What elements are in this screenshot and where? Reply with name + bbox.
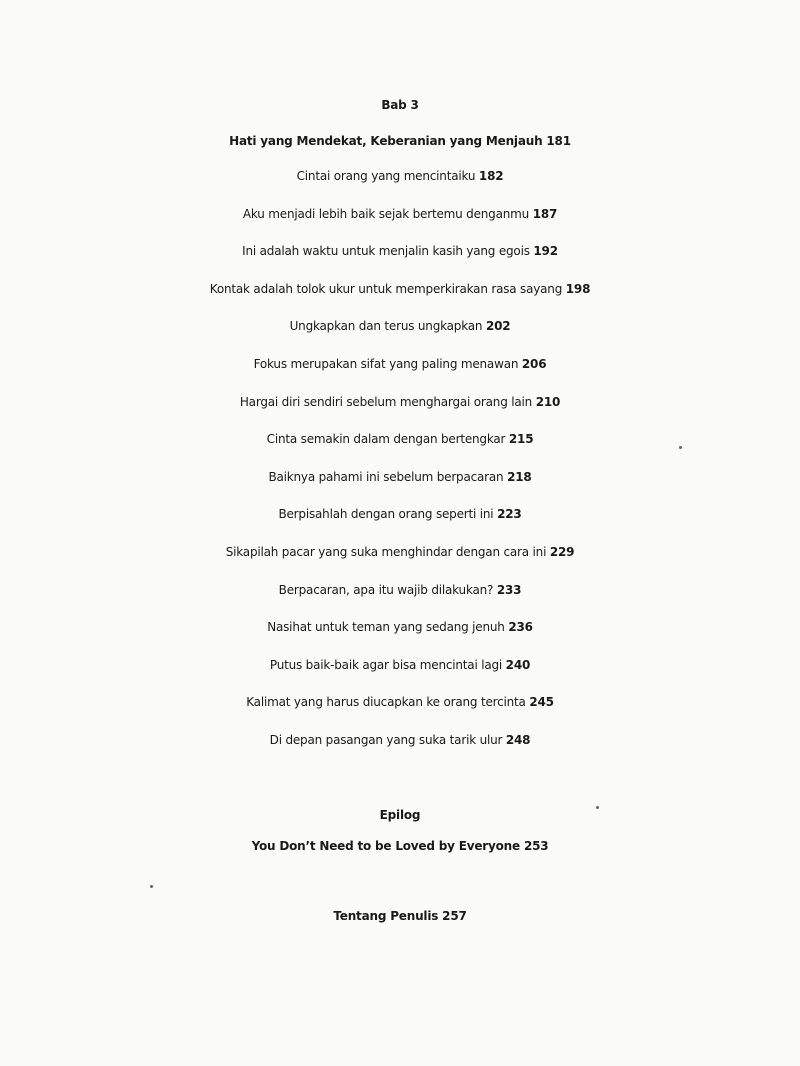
epilog-title-line xyxy=(0,833,800,859)
toc-entry-page: 210 xyxy=(535,395,561,409)
chapter-title-page: 181 xyxy=(546,134,571,148)
toc-entry xyxy=(0,652,800,678)
toc-entry-title: Fokus merupakan sifat yang paling menawan xyxy=(253,357,519,371)
toc-entry xyxy=(0,276,800,302)
epilog-page: 253 xyxy=(523,839,549,853)
toc-entry-page: 187 xyxy=(532,207,558,221)
epilog-title: You Don’t Need to be Loved by Everyone xyxy=(251,839,520,853)
toc-entry-page: 223 xyxy=(497,507,522,521)
toc-entry-title: Kalimat yang harus diucapkan ke orang tercinta xyxy=(246,695,526,709)
toc-entry xyxy=(0,689,800,715)
toc-entry-title: Ungkapkan dan terus ungkapkan xyxy=(289,319,483,333)
toc-entry xyxy=(0,464,800,490)
toc-entry-page: 236 xyxy=(508,620,533,634)
toc-entry xyxy=(0,577,800,603)
toc-entry xyxy=(0,389,800,415)
chapter-title-line xyxy=(0,128,800,154)
about-page: 257 xyxy=(442,909,467,923)
about-title: Tentang Penulis xyxy=(333,909,439,923)
toc-entry-page: 215 xyxy=(508,432,534,446)
toc-entry-page: 206 xyxy=(521,357,547,371)
toc-entry-title: Hargai diri sendiri sebelum menghargai orang lain xyxy=(239,395,533,409)
toc-entry-title: Aku menjadi lebih baik sejak bertemu denganmu xyxy=(242,207,530,221)
toc-entry xyxy=(0,238,800,264)
speck xyxy=(596,806,599,809)
toc-entry-title: Cintai orang yang mencintaiku xyxy=(296,169,476,183)
toc-entry-page: 248 xyxy=(505,733,531,747)
toc-entry-title: Nasihat untuk teman yang sedang jenuh xyxy=(267,620,505,634)
toc-entry-page: 182 xyxy=(478,169,504,183)
toc-entry-title: Di depan pasangan yang suka tarik ulur xyxy=(269,733,503,747)
speck xyxy=(150,885,153,888)
toc-entry xyxy=(0,614,800,640)
toc-entry xyxy=(0,501,800,527)
toc-entry xyxy=(0,163,800,189)
toc-entry-page: 240 xyxy=(505,658,531,672)
toc-entry-title: Berpacaran, apa itu wajib dilakukan? xyxy=(278,583,494,597)
toc-entry-page: 192 xyxy=(533,244,558,258)
toc-entry-title: Ini adalah waktu untuk menjalin kasih yang egois xyxy=(242,244,530,258)
toc-entry-title: Putus baik-baik agar bisa mencintai lagi xyxy=(269,658,503,672)
toc-entry-title: Kontak adalah tolok ukur untuk memperkirakan rasa sayang xyxy=(209,282,563,296)
toc-entry-title: Baiknya pahami ini sebelum berpacaran xyxy=(268,470,504,484)
toc-entry xyxy=(0,313,800,339)
toc-entry-page: 245 xyxy=(529,695,554,709)
chapter-label: Bab 3 xyxy=(381,98,419,112)
about-author-line xyxy=(0,903,800,929)
toc-entry-title: Berpisahlah dengan orang seperti ini xyxy=(278,507,494,521)
toc-entry-page: 198 xyxy=(565,282,591,296)
speck xyxy=(679,446,682,449)
chapter-title: Hati yang Mendekat, Keberanian yang Menjauh xyxy=(229,134,543,148)
toc-entry xyxy=(0,539,800,565)
toc-entry xyxy=(0,351,800,377)
epilog-label: Epilog xyxy=(379,808,421,822)
toc-entry-title: Sikapilah pacar yang suka menghindar dengan cara ini xyxy=(225,545,547,559)
toc-entry-page: 202 xyxy=(485,319,511,333)
toc-entry xyxy=(0,727,800,753)
toc-entry-page: 233 xyxy=(496,583,522,597)
toc-entry-page: 229 xyxy=(549,545,575,559)
toc-entry-page: 218 xyxy=(507,470,532,484)
toc-entry xyxy=(0,201,800,227)
toc-entry-title: Cinta semakin dalam dengan bertengkar xyxy=(266,432,506,446)
